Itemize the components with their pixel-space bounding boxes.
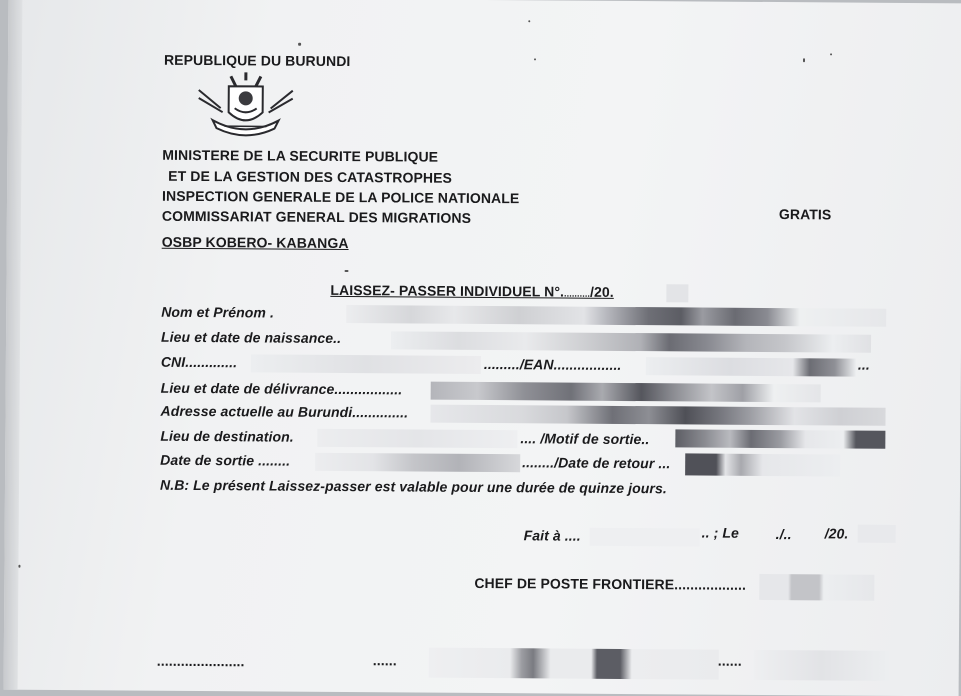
commissariat-line: COMMISSARIAT GENERAL DES MIGRATIONS <box>161 207 472 226</box>
gratis-label: GRATIS <box>778 206 832 223</box>
document-title: LAISSEZ- PASSER INDIVIDUEL N°.........../20. <box>330 281 614 300</box>
redacted-footer-area <box>429 648 719 680</box>
ink-speck <box>528 20 530 22</box>
ink-speck <box>534 58 536 60</box>
redacted-motif-value <box>675 429 885 448</box>
redacted-birth-value <box>391 331 871 352</box>
border-post-name: OSBP KOBERO- KABANGA <box>161 233 349 252</box>
field-ean-label: ........./EAN................. <box>483 356 622 373</box>
document-page <box>4 0 961 696</box>
field-issue-label: Lieu et date de délivrance................. <box>160 379 403 398</box>
country-name: REPUBLIQUE DU BURUNDI <box>163 51 351 70</box>
ministry-line-1: MINISTERE DE LA SECURITE PUBLIQUE <box>162 146 439 165</box>
redacted-ean-value <box>646 357 856 376</box>
field-ean-trailing: ... <box>857 356 870 373</box>
field-birth-label: Lieu et date de naissance.. <box>161 328 342 347</box>
field-address-label: Adresse actuelle au Burundi.............. <box>160 402 409 421</box>
field-cni-label: CNI............. <box>160 353 238 371</box>
ink-speck <box>345 270 349 272</box>
date-separator: ./.. <box>775 526 792 543</box>
ink-speck <box>803 58 805 62</box>
footer-dots-middle: ...... <box>372 652 397 669</box>
ink-speck <box>298 43 301 46</box>
chef-de-poste-label: CHEF DE POSTE FRONTIERE.................. <box>474 574 747 593</box>
redacted-return-date-value <box>685 453 840 476</box>
field-destination-label: Lieu de destination. <box>160 427 294 445</box>
field-exit-date-label: Date de sortie ........ <box>160 451 291 469</box>
redacted-exit-date-value <box>315 453 520 472</box>
redacted-cni-value <box>251 354 481 374</box>
redacted-issue-value <box>431 382 821 403</box>
page-fold-shadow <box>4 0 23 690</box>
redacted-place <box>590 528 700 547</box>
field-name-label: Nom et Prénom . <box>161 303 275 321</box>
redacted-area <box>666 284 688 302</box>
redacted-signature <box>759 574 874 601</box>
redacted-year <box>858 525 896 543</box>
ink-speck <box>18 565 20 568</box>
field-return-date-label: ......../Date de retour ... <box>522 454 671 472</box>
burundi-coat-of-arms-icon <box>190 68 300 141</box>
date-year: /20. <box>824 525 849 542</box>
redacted-footer-right <box>754 650 889 681</box>
date-le-label: .. ; Le <box>701 524 740 541</box>
field-motif-label: .... /Motif de sortie.. <box>520 430 650 448</box>
validity-note: N.B: Le présent Laissez-passer est valable pour une durée de quinze jours. <box>159 476 667 497</box>
inspection-line: INSPECTION GENERALE DE LA POLICE NATIONALE <box>161 187 520 207</box>
redacted-name-value <box>346 305 886 327</box>
ink-speck <box>830 53 832 55</box>
footer-dots-right: ...... <box>717 652 742 669</box>
ministry-line-2: ET DE LA GESTION DES CATASTROPHES <box>168 167 453 186</box>
signed-at-label: Fait à .... <box>523 527 581 544</box>
redacted-destination-value <box>317 429 517 448</box>
footer-dots-left: ...................... <box>156 652 245 670</box>
redacted-address-value <box>430 405 885 426</box>
